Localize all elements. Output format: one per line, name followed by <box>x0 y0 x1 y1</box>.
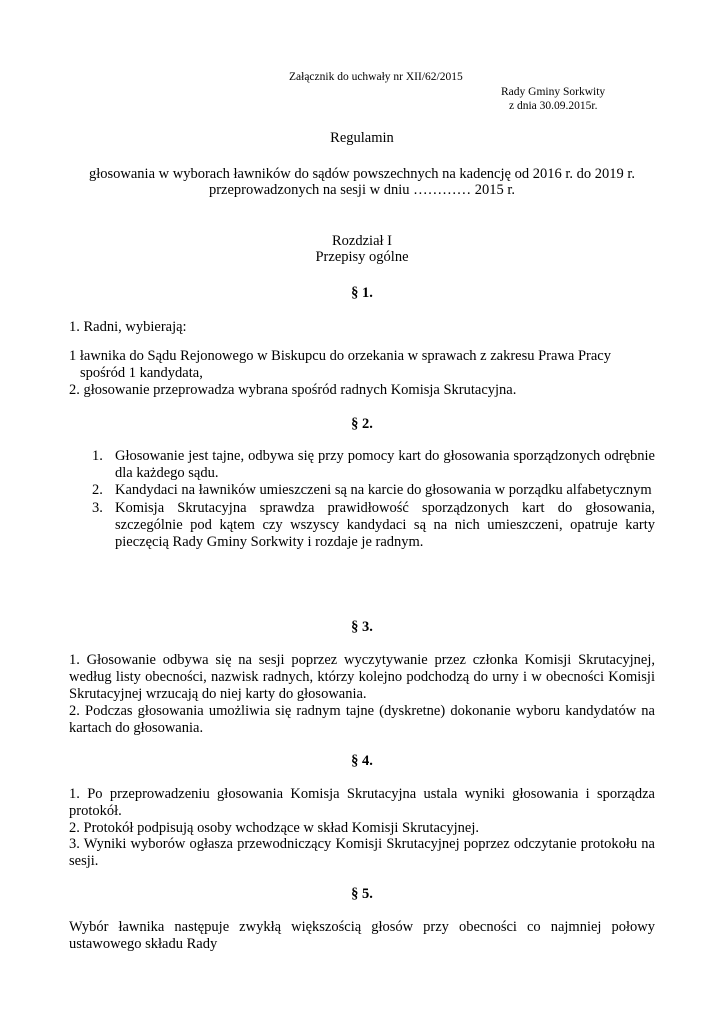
section-3-p1-line-2: według listy obecności, nazwisk radnych, którzy kolejno podchodzą do urny i w obecności Komisji <box>69 669 655 685</box>
section-1-item-1-line-2: spośród 1 kandydata, <box>80 365 203 381</box>
section-2-item-3-number: 3. <box>92 500 103 516</box>
title-line-2: przeprowadzonych na sesji w dniu ………… 2015 r. <box>208 182 516 198</box>
section-3-paragraph-2 <box>69 703 655 737</box>
section-4-p1-line-1: 1. Po przeprowadzeniu głosowania Komisja Skrutacyjna ustala wyniki głosowania i sporządza <box>69 786 655 802</box>
section-3-p1-line-3: Skrutacyjnej wrzucają do niej karty do głosowania. <box>69 686 367 702</box>
document-title: Regulamin <box>330 130 394 146</box>
section-2-item-3-line-1: Komisja Skrutacyjna sprawdza prawidłowość sporządzonych kart do głosowania, <box>115 500 655 516</box>
section-1-item-2: 2. głosowanie przeprowadza wybrana spośród radnych Komisja Skrutacyjna. <box>69 382 517 398</box>
section-3-p1-line-1: 1. Głosowanie odbywa się na sesji poprzez wyczytywanie przez członka Komisji Skrutacyjnej, <box>69 652 655 668</box>
section-3-p2-line-1: 2. Podczas głosowania umożliwia się radnym tajne (dyskretne) dokonanie wyboru kandydatów na <box>69 703 655 719</box>
section-4-paragraph-2: 2. Protokół podpisują osoby wchodzące w skład Komisji Skrutacyjnej. <box>69 820 479 836</box>
section-2-item-3-line-3: pieczęcią Rady Gminy Sorkwity i rozdaje je radnym. <box>115 534 424 550</box>
chapter-name: Rozdział I <box>332 233 392 249</box>
section-1-intro: 1. Radni, wybierają: <box>69 319 187 335</box>
section-5-p1-line-1: Wybór ławnika następuje zwykłą większością głosów przy obecności co najmniej połowy <box>69 919 655 935</box>
section-4-p3-line-1: 3. Wyniki wyborów ogłasza przewodniczący Komisji Skrutacyjnej poprzez odczytanie protokołu na <box>69 836 655 852</box>
attachment-note: Załącznik do uchwały nr XII/62/2015 <box>289 71 463 83</box>
council-name: Rady Gminy Sorkwity <box>501 86 606 98</box>
resolution-date: z dnia 30.09.2015r. <box>509 100 598 112</box>
section-1-heading: § 1. <box>351 285 373 301</box>
section-5-paragraph-1 <box>69 919 655 953</box>
section-2-item-1-line-2: dla każdego sądu. <box>115 465 219 481</box>
section-5-p1-line-2: ustawowego składu Rady <box>69 936 218 952</box>
section-2-heading: § 2. <box>351 416 373 432</box>
section-2-item-1-line-1: Głosowanie jest tajne, odbywa się przy pomocy kart do głosowania sporządzonych odrębnie <box>115 448 655 464</box>
title-line-1: głosowania w wyborach ławników do sądów powszechnych na kadencję od 2016 r. do 2019 r. <box>88 166 636 182</box>
section-4-p1-line-2: protokół. <box>69 803 122 819</box>
section-4-heading: § 4. <box>351 753 373 769</box>
section-5-heading: § 5. <box>351 886 373 902</box>
section-3-heading: § 3. <box>351 619 373 635</box>
section-4-paragraph-1 <box>69 786 655 820</box>
chapter-subtitle: Przepisy ogólne <box>315 249 409 265</box>
section-2-item-3-line-2: szczególnie pod kątem czy wszyscy kandydaci są na nich umieszczeni, opatruje karty <box>115 517 655 533</box>
section-3-paragraph-1 <box>69 652 655 703</box>
section-4-paragraph-3 <box>69 836 655 870</box>
section-2-item-1-number: 1. <box>92 448 103 464</box>
section-4-p3-line-2: sesji. <box>69 853 99 869</box>
section-1-item-1-line-1: 1 ławnika do Sądu Rejonowego w Biskupcu do orzekania w sprawach z zakresu Prawa Pracy <box>69 348 611 364</box>
section-3-p2-line-2: kartach do głosowania. <box>69 720 204 736</box>
section-2-item-2-line-1: Kandydaci na ławników umieszczeni są na karcie do głosowania w porządku alfabetycznym <box>115 482 652 498</box>
section-2-item-2-number: 2. <box>92 482 103 498</box>
